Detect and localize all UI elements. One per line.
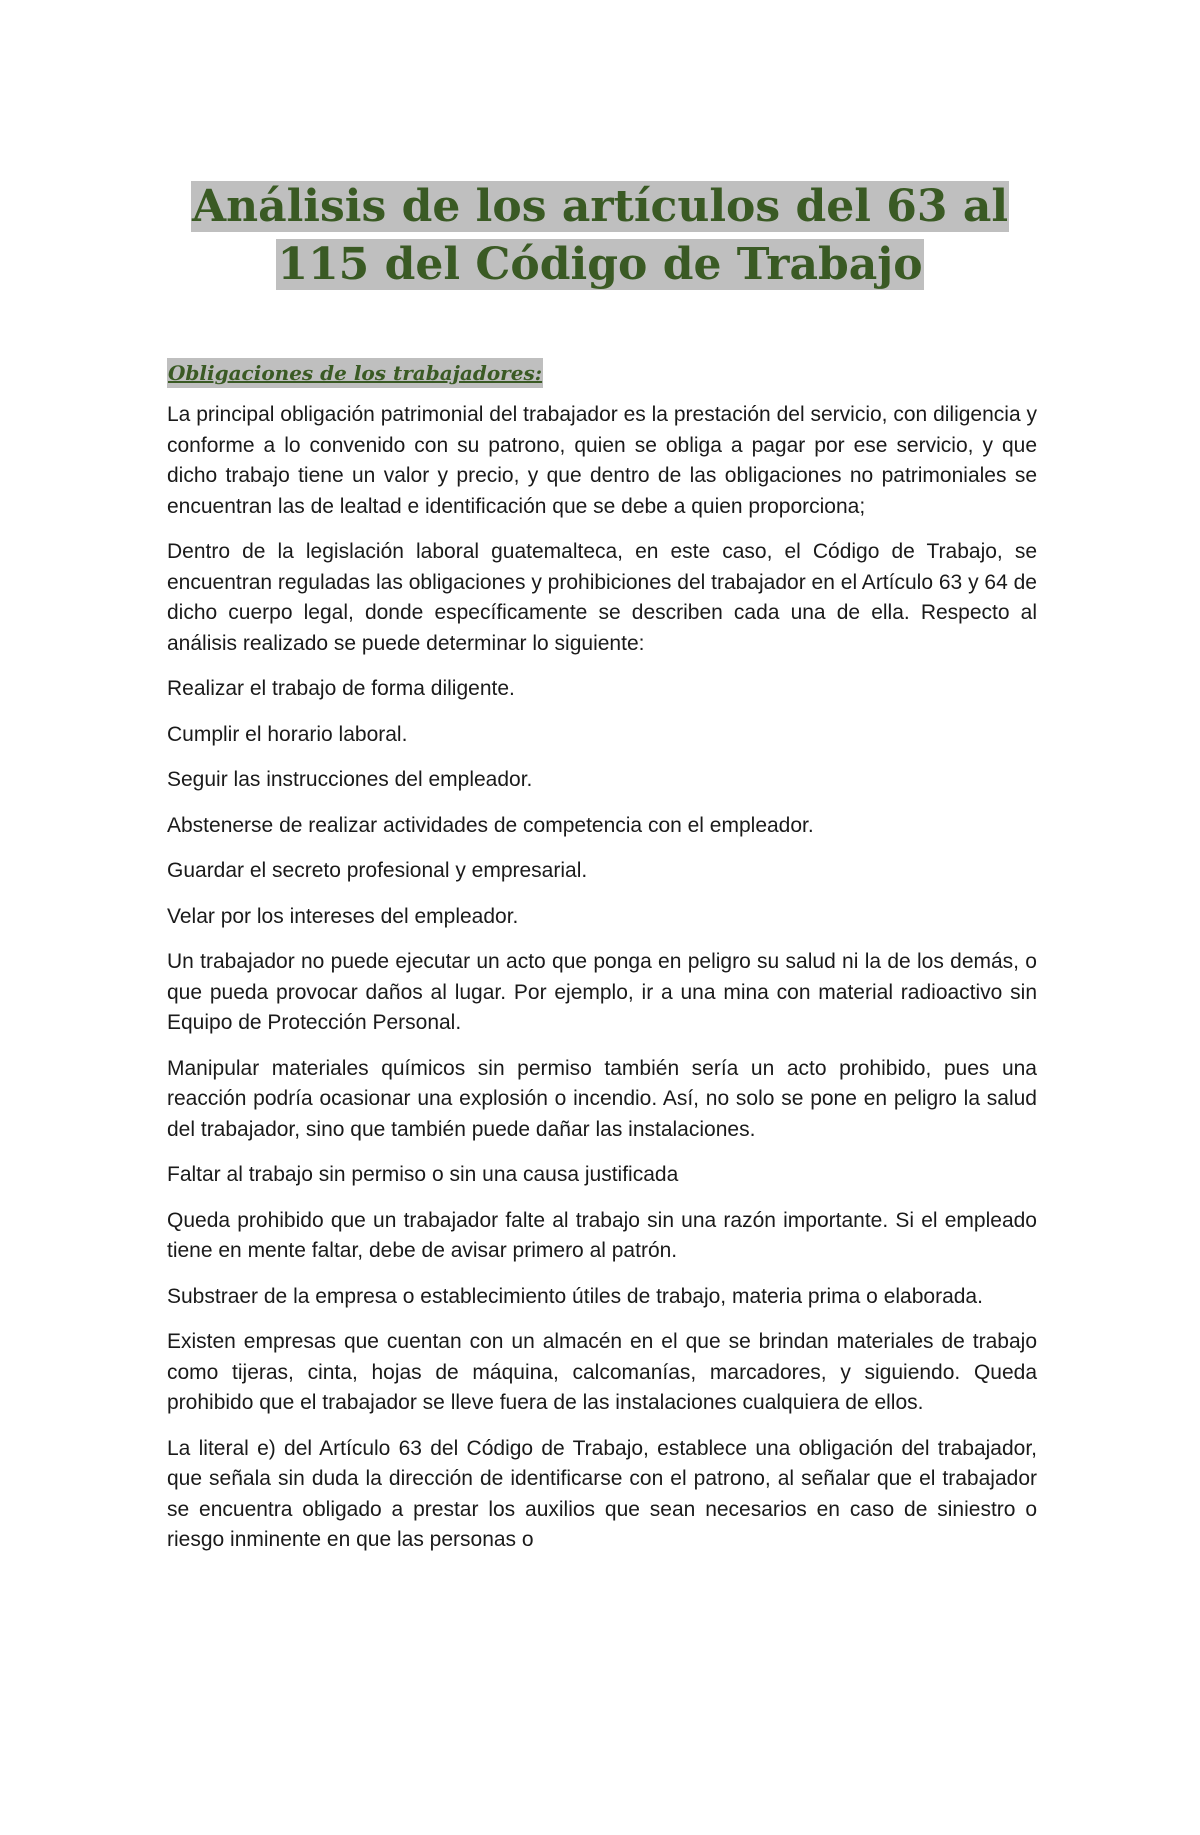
paragraph: La principal obligación patrimonial del trabajador es la prestación del servicio, con diligencia y conforme a lo convenido con su patrono, quien se obliga a pagar por ese servicio, y que dicho trabajo tiene un valor y precio, y que dentro de las obligaciones no patrimoniales se encuentran las de lealtad e identificación que se debe a quien proporciona; [167, 403, 1037, 518]
title-line-1: Análisis de los artículos del 63 al [191, 181, 1009, 232]
paragraph: Dentro de la legislación laboral guatemalteca, en este caso, el Código de Trabajo, se encuentran reguladas las obligaciones y prohibiciones del trabajador en el Artículo 63 y 64 de dicho cuerpo legal, donde específicamente se describen cada una de ella. Respecto al análisis realizado se puede determinar lo siguiente: [167, 540, 1037, 655]
paragraph: Velar por los intereses del empleador. [167, 904, 519, 928]
paragraph: Seguir las instrucciones del empleador. [167, 768, 533, 791]
paragraph: Un trabajador no puede ejecutar un acto que ponga en peligro su salud ni la de los demás, o que pueda provocar daños al lugar. Por ejemplo, ir a una mina con material radioactivo sin Equipo de Protección Personal. [167, 950, 1037, 1034]
paragraph: Queda prohibido que un trabajador falte al trabajo sin una razón importante. Si el empleado tiene en mente faltar, debe de avisar primero al patrón. [167, 1208, 1037, 1262]
paragraph: Guardar el secreto profesional y empresarial. [167, 859, 588, 882]
paragraph: La literal e) del Artículo 63 del Código de Trabajo, establece una obligación del trabajador, que señala sin duda la dirección de identificarse con el patrono, al señalar que el trabajador se encuentra obligado a prestar los auxilios que sean necesarios en caso de siniestro o riesgo inminente en que las personas o [167, 1436, 1037, 1551]
paragraph: Faltar al trabajo sin permiso o sin una causa justificada [167, 1163, 679, 1186]
document-title [160, 178, 1040, 294]
paragraph: Cumplir el horario laboral. [167, 722, 408, 746]
paragraph: Substraer de la empresa o establecimiento útiles de trabajo, materia prima o elaborada. [167, 1284, 983, 1308]
title-line-2: 115 del Código de Trabajo [277, 239, 923, 290]
paragraph: Existen empresas que cuentan con un almacén en el que se brindan materiales de trabajo como tijeras, cinta, hojas de máquina, calcomanías, marcadores, y siguiendo. Queda prohibido que el trabajador se lleve fuera de las instalaciones cualquiera de ellos. [167, 1330, 1037, 1414]
section-heading: Obligaciones de los trabajadores: [167, 358, 543, 388]
paragraph: Abstenerse de realizar actividades de competencia con el empleador. [167, 813, 814, 837]
document-body [167, 358, 1037, 1571]
paragraph: Realizar el trabajo de forma diligente. [167, 677, 515, 700]
paragraph: Manipular materiales químicos sin permiso también sería un acto prohibido, pues una reacción podría ocasionar una explosión o incendio. Así, no solo se pone en peligro la salud del trabajador, sino que también puede dañar las instalaciones. [167, 1056, 1037, 1141]
